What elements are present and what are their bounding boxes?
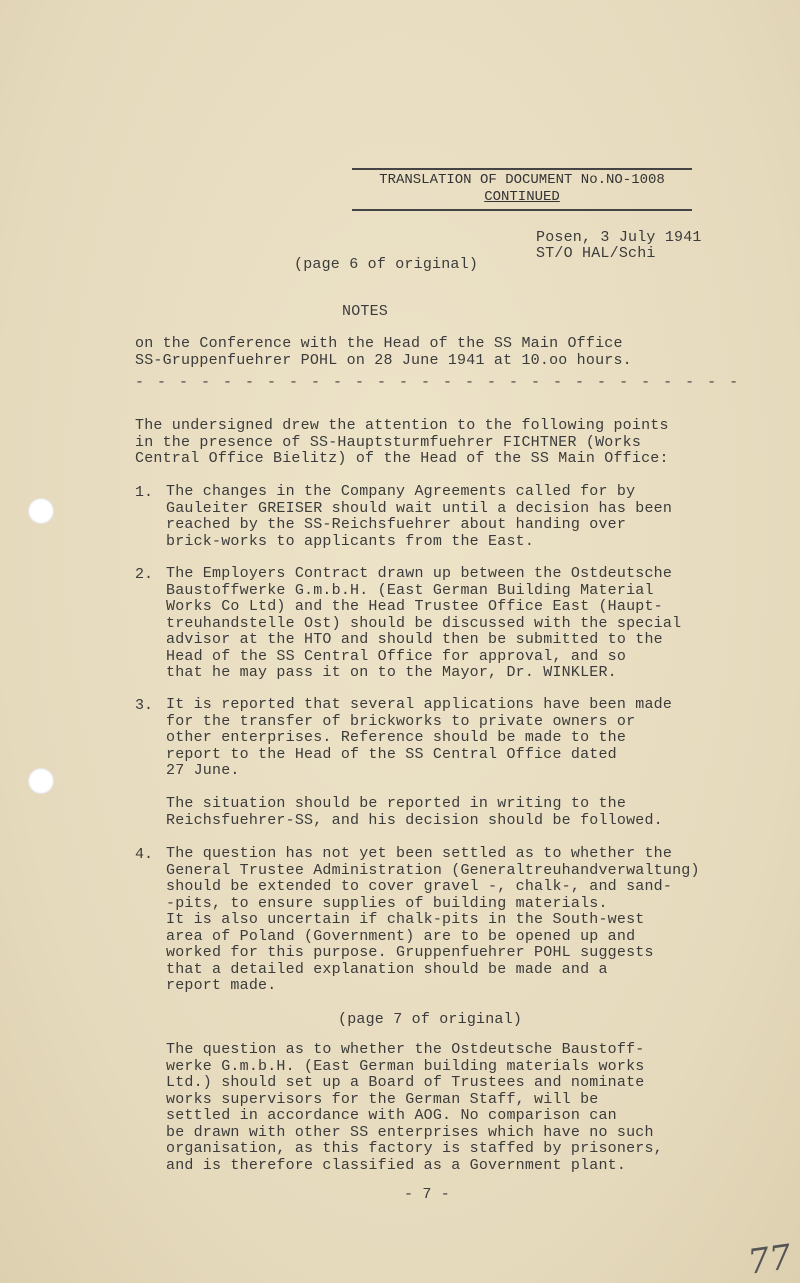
separator-line: - - - - - - - - - - - - - - - - - - - - - - - - - - - - xyxy=(135,374,741,391)
page-note-6: (page 6 of original) xyxy=(294,256,479,273)
item-line: It is also uncertain if chalk-pits in the South-west xyxy=(166,911,645,928)
item-line: -pits, to ensure supplies of building materials. xyxy=(166,894,608,912)
item-2-text xyxy=(166,566,681,682)
final-line: works supervisors for the German Staff, will be xyxy=(166,1090,599,1108)
item-line: The changes in the Company Agreements called for by xyxy=(166,483,636,500)
item-number: 1. xyxy=(135,484,154,501)
item-line: General Trustee Administration (Generaltreuhandverwaltung) xyxy=(166,861,700,879)
item-line: that a detailed explanation should be made and a xyxy=(166,960,608,978)
final-line: werke G.m.b.H. (East German building materials works xyxy=(166,1057,645,1075)
item-line: The situation should be reported in writing to the xyxy=(166,795,627,812)
item-line: Reichsfuehrer-SS, and his decision should be followed. xyxy=(166,811,663,829)
item-line: The question has not yet been settled as to whether the xyxy=(166,845,673,862)
item-line: that he may pass it on to the Mayor, Dr. WINKLER. xyxy=(166,664,617,681)
subtitle-line: on the Conference with the Head of the SS Main Office xyxy=(135,335,623,352)
item-line: report made. xyxy=(166,977,277,994)
item-line: report to the Head of the SS Central Office dated xyxy=(166,745,617,763)
item-line: It is reported that several applications have been made xyxy=(166,696,673,713)
reference-code: ST/O HAL/Schi xyxy=(536,245,656,262)
item-number: 2. xyxy=(135,566,154,583)
final-line: organisation, as this factory is staffed by prisoners, xyxy=(166,1140,663,1157)
item-4-text xyxy=(166,846,700,995)
punch-hole-bottom xyxy=(28,768,54,794)
heading-line-2: CONTINUED xyxy=(484,189,560,205)
item-line: Baustoffwerke G.m.b.H. (East German Building Material xyxy=(166,581,654,599)
item-line: worked for this purpose. Gruppenfuehrer POHL suggests xyxy=(166,944,654,961)
final-line: be drawn with other SS enterprises which have no such xyxy=(166,1123,654,1141)
page-number: - 7 - xyxy=(404,1186,451,1203)
item-line: for the transfer of brickworks to private owners or xyxy=(166,712,636,730)
item-number: 4. xyxy=(135,846,154,863)
subtitle-line: SS-Gruppenfuehrer POHL on 28 June 1941 at 10.oo hours. xyxy=(135,351,632,369)
item-line: The Employers Contract drawn up between the Ostdeutsche xyxy=(166,565,673,582)
item-line: other enterprises. Reference should be made to the xyxy=(166,729,627,746)
item-3-followup xyxy=(166,796,663,829)
item-line: treuhandstelle Ost) should be discussed with the special xyxy=(166,614,682,632)
final-line: The question as to whether the Ostdeutsche Baustoff- xyxy=(166,1041,645,1058)
item-line: brick-works to applicants from the East. xyxy=(166,532,535,550)
heading-line-1: TRANSLATION OF DOCUMENT No.NO-1008 xyxy=(379,172,665,188)
item-line: Works Co Ltd) and the Head Trustee Office East (Haupt- xyxy=(166,598,663,615)
item-line: advisor at the HTO and should then be submitted to the xyxy=(166,631,663,648)
final-line: and is therefore classified as a Government plant. xyxy=(166,1156,627,1174)
intro-paragraph xyxy=(135,418,669,468)
intro-line: The undersigned drew the attention to the following points xyxy=(135,417,669,434)
document-heading xyxy=(352,168,692,211)
item-line: Head of the SS Central Office for approval, and so xyxy=(166,647,627,665)
item-1-text xyxy=(166,484,672,550)
item-line: 27 June. xyxy=(166,762,240,779)
place-date: Posen, 3 July 1941 xyxy=(536,229,702,246)
final-line: Ltd.) should set up a Board of Trustees and nominate xyxy=(166,1074,645,1091)
notes-title: NOTES xyxy=(342,303,389,320)
intro-line: in the presence of SS-Hauptsturmfuehrer FICHTNER (Works xyxy=(135,433,642,451)
final-line: settled in accordance with AOG. No comparison can xyxy=(166,1107,617,1124)
subtitle xyxy=(135,336,632,369)
item-number: 3. xyxy=(135,697,154,714)
item-line: area of Poland (Government) are to be opened up and xyxy=(166,927,636,945)
item-line: should be extended to cover gravel -, chalk-, and sand- xyxy=(166,878,673,895)
intro-line: Central Office Bielitz) of the Head of the SS Main Office: xyxy=(135,450,669,467)
item-line: reached by the SS-Reichsfuehrer about handing over xyxy=(166,516,627,533)
item-line: Gauleiter GREISER should wait until a decision has been xyxy=(166,499,673,517)
page-note-7: (page 7 of original) xyxy=(338,1011,523,1028)
item-3-text xyxy=(166,697,672,780)
punch-hole-top xyxy=(28,498,54,524)
handwritten-page-mark: 77 xyxy=(745,1237,794,1283)
final-paragraph xyxy=(166,1042,663,1174)
